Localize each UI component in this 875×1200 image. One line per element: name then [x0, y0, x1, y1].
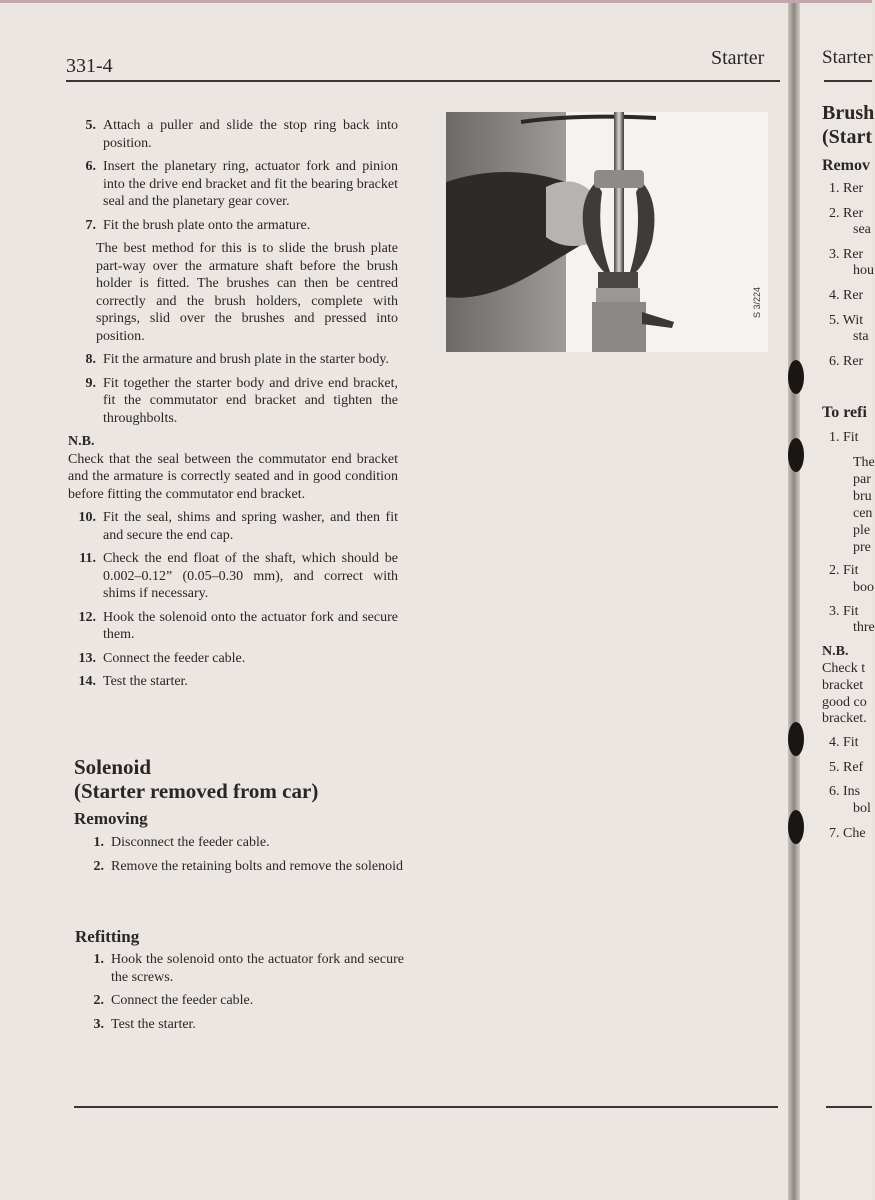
footer-rule	[74, 1106, 778, 1108]
right-nb-title: N.B.	[822, 644, 849, 659]
removing-step-1: 1. Disconnect the feeder cable.	[93, 835, 270, 850]
refitting-title: Refitting	[75, 927, 140, 946]
right-footer-rule	[826, 1106, 872, 1108]
right-item: sta	[853, 329, 869, 344]
refitting-list	[76, 951, 404, 1039]
right-refit-item: pre	[853, 540, 871, 555]
right-item: 3. Rer	[829, 247, 864, 262]
right-item: 5. Wit	[829, 313, 864, 328]
right-title-1: Brush	[822, 102, 875, 124]
refitting-step-2: 2. Connect the feeder cable.	[93, 993, 254, 1008]
step-10: 10. Fit the seal, shims and spring washer, and then fit and secure the end cap.	[78, 510, 398, 543]
right-refit-item: 1. Fit	[829, 430, 859, 445]
nb-title: N.B.	[68, 434, 95, 449]
nb-text: Check that the seal between the commutator end bracket and the armature is correctly seated and in good condition before fitting the commutator end bracket.	[68, 451, 398, 502]
removing-step-2: 2. Remove the retaining bolts and remove the solenoid	[93, 858, 403, 874]
right-refit-item: par	[853, 472, 871, 487]
right-refit-item: cen	[853, 506, 873, 521]
right-nb-line: bracket	[822, 678, 864, 693]
solenoid-title: Solenoid (Starter removed from car)	[74, 755, 319, 803]
right-item: 1. Rer	[829, 181, 864, 196]
procedure-column	[68, 117, 398, 697]
right-refit-item: bru	[853, 489, 872, 504]
right-tail-item: 7. Che	[829, 826, 866, 841]
step-12: 12. Hook the solenoid onto the actuator fork and secure them.	[78, 609, 398, 642]
punch-hole	[788, 438, 804, 472]
header-rule	[66, 80, 780, 82]
punch-hole	[788, 722, 804, 756]
right-header-rule	[824, 80, 872, 82]
step-7: 7. Fit the brush plate onto the armature.	[85, 217, 311, 233]
starter-puller-photo	[446, 112, 768, 352]
removing-list	[76, 834, 404, 881]
right-removing: Remov	[822, 157, 870, 174]
right-refit-item: 3. Fit	[829, 604, 859, 619]
photo-illustration	[446, 112, 768, 352]
right-nb-line: good co	[822, 695, 867, 710]
right-refit-title: To refi	[822, 404, 867, 421]
step-8: 8. Fit the armature and brush plate in the starter body.	[85, 352, 390, 367]
right-tail-item: 4. Fit	[829, 735, 859, 750]
refitting-step-1: 1. Hook the solenoid onto the actuator fork and secure the screws.	[93, 952, 404, 985]
book-gutter	[788, 0, 800, 1200]
right-refit-item: thre	[853, 620, 875, 635]
top-edge	[0, 0, 872, 3]
step-11: 11. Check the end float of the shaft, which should be 0.002–0.12” (0.05–0.30 mm), and correct with shims if necessary.	[79, 551, 398, 601]
page-right	[800, 0, 875, 1200]
right-item: 4. Rer	[829, 288, 864, 303]
right-refit-item: ple	[853, 523, 871, 538]
right-tail-item: bol	[853, 801, 871, 816]
photo-code: S 3/224	[752, 286, 762, 318]
right-item: hou	[853, 263, 874, 278]
right-tail-item: 6. Ins	[829, 784, 861, 799]
step-5: 5. Attach a puller and slide the stop ring back into position.	[85, 118, 398, 151]
right-nb-line: bracket.	[822, 711, 867, 726]
refitting-step-3: 3. Test the starter.	[93, 1016, 196, 1032]
right-item: 2. Rer	[829, 206, 864, 221]
right-item: sea	[853, 222, 871, 237]
right-refit-item: The	[853, 455, 875, 470]
right-tail-item: 5. Ref	[829, 760, 864, 775]
step-14: 14. Test the starter.	[78, 674, 188, 689]
removing-title: Removing	[74, 809, 148, 828]
step-13: 13. Connect the feeder cable.	[78, 650, 246, 666]
right-item: 6. Rer	[829, 354, 864, 369]
right-refit-item: 2. Fit	[829, 563, 859, 578]
right-refit-item: boo	[853, 580, 874, 595]
page-number: 331-4	[66, 55, 113, 77]
step-9: 9. Fit together the starter body and drive end bracket, fit the commutator end bracket and tighten the throughbolts.	[85, 375, 398, 426]
right-header: Starter	[822, 47, 873, 68]
section-title: Starter	[711, 47, 765, 69]
step-6: 6. Insert the planetary ring, actuator fork and pinion into the drive end bracket and fit the bearing bracket seal and the planetary gear cover.	[85, 159, 398, 209]
step-7-explanation: The best method for this is to slide the brush plate part-way over the armature shaft before the brush holder is fitted. The brushes can then be centred correctly and the brush holders, complete with springs, slid over the brushes and pressed into position.	[96, 241, 398, 344]
right-title-2: (Start	[822, 126, 872, 148]
right-nb-line: Check t	[822, 661, 866, 676]
punch-hole	[788, 810, 804, 844]
punch-hole	[788, 360, 804, 394]
